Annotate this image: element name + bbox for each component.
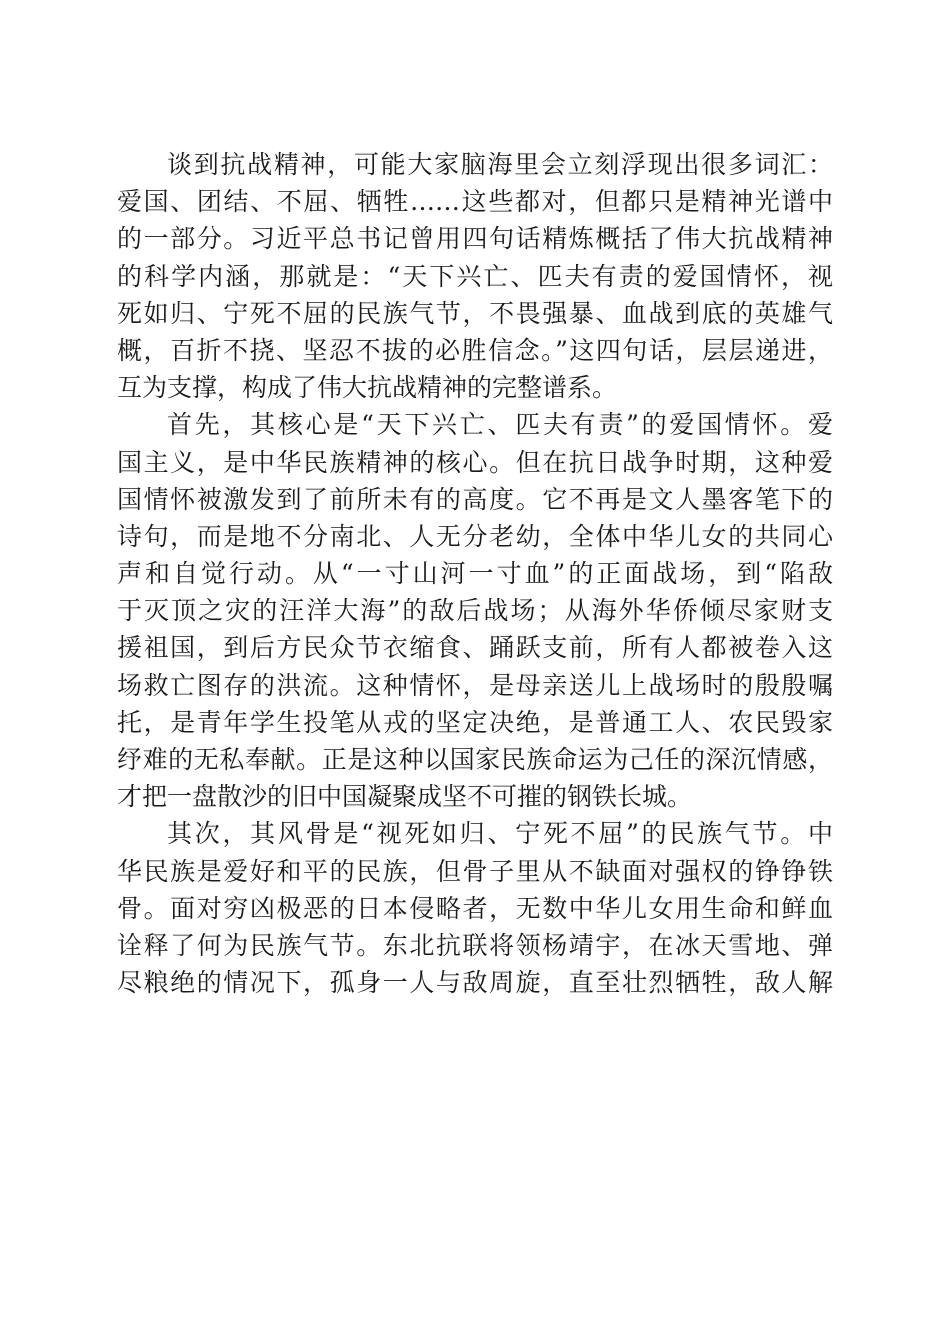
text-line: 诠释了何为民族气节。东北抗联将领杨靖宇，在冰天雪地、弹 bbox=[117, 930, 833, 960]
paragraph-3 bbox=[117, 815, 833, 1001]
text-line: 国主义，是中华民族精神的核心。但在抗日战争时期，这种爱 bbox=[117, 447, 833, 477]
text-line: 于灭顶之灾的汪洋大海”的敌后战场；从海外华侨倾尽家财支 bbox=[117, 596, 833, 626]
text-line: 首先，其核心是“天下兴亡、匹夫有责”的爱国情怀。爱 bbox=[167, 410, 833, 440]
document-body bbox=[117, 146, 833, 1001]
text-line: 尽粮绝的情况下，孤身一人与敌周旋，直至壮烈牺牲，敌人解 bbox=[117, 968, 833, 998]
text-line: 死如归、宁死不屈的民族气节，不畏强暴、血战到底的英雄气 bbox=[117, 298, 833, 328]
text-line: 骨。面对穷凶极恶的日本侵略者，无数中华儿女用生命和鲜血 bbox=[117, 893, 833, 923]
text-line: 声和自觉行动。从“一寸山河一寸血”的正面战场，到“陷敌 bbox=[117, 559, 833, 589]
paragraph-1 bbox=[117, 146, 833, 406]
text-line: 才把一盘散沙的旧中国凝聚成坚不可摧的钢铁长城。 bbox=[117, 782, 693, 812]
text-line: 国情怀被激发到了前所未有的高度。它不再是文人墨客笔下的 bbox=[117, 484, 833, 514]
text-line: 纾难的无私奉献。正是这种以国家民族命运为己任的深沉情感， bbox=[117, 745, 833, 774]
paragraph-2 bbox=[117, 406, 833, 815]
text-line: 谈到抗战精神，可能大家脑海里会立刻浮现出很多词汇： bbox=[167, 150, 833, 179]
text-line: 的科学内涵，那就是：“天下兴亡、匹夫有责的爱国情怀，视 bbox=[117, 261, 833, 291]
text-line: 援祖国，到后方民众节衣缩食、踊跃支前，所有人都被卷入这 bbox=[117, 633, 833, 663]
text-line: 互为支撑，构成了伟大抗战精神的完整谱系。 bbox=[117, 373, 618, 403]
text-line: 爱国、团结、不屈、牺牲……这些都对，但都只是精神光谱中 bbox=[117, 187, 833, 217]
text-line: 托，是青年学生投笔从戎的坚定决绝，是普通工人、农民毁家 bbox=[117, 707, 833, 737]
text-line: 概，百折不挠、坚忍不拔的必胜信念。”这四句话，层层递进， bbox=[117, 335, 833, 365]
text-line: 场救亡图存的洪流。这种情怀，是母亲送儿上战场时的殷殷嘱 bbox=[117, 670, 833, 700]
text-line: 其次，其风骨是“视死如归、宁死不屈”的民族气节。中 bbox=[167, 819, 833, 849]
text-line: 诗句，而是地不分南北、人无分老幼，全体中华儿女的共同心 bbox=[117, 521, 833, 551]
text-line: 华民族是爱好和平的民族，但骨子里从不缺面对强权的铮铮铁 bbox=[117, 856, 833, 886]
text-line: 的一部分。习近平总书记曾用四句话精炼概括了伟大抗战精神 bbox=[117, 224, 833, 254]
